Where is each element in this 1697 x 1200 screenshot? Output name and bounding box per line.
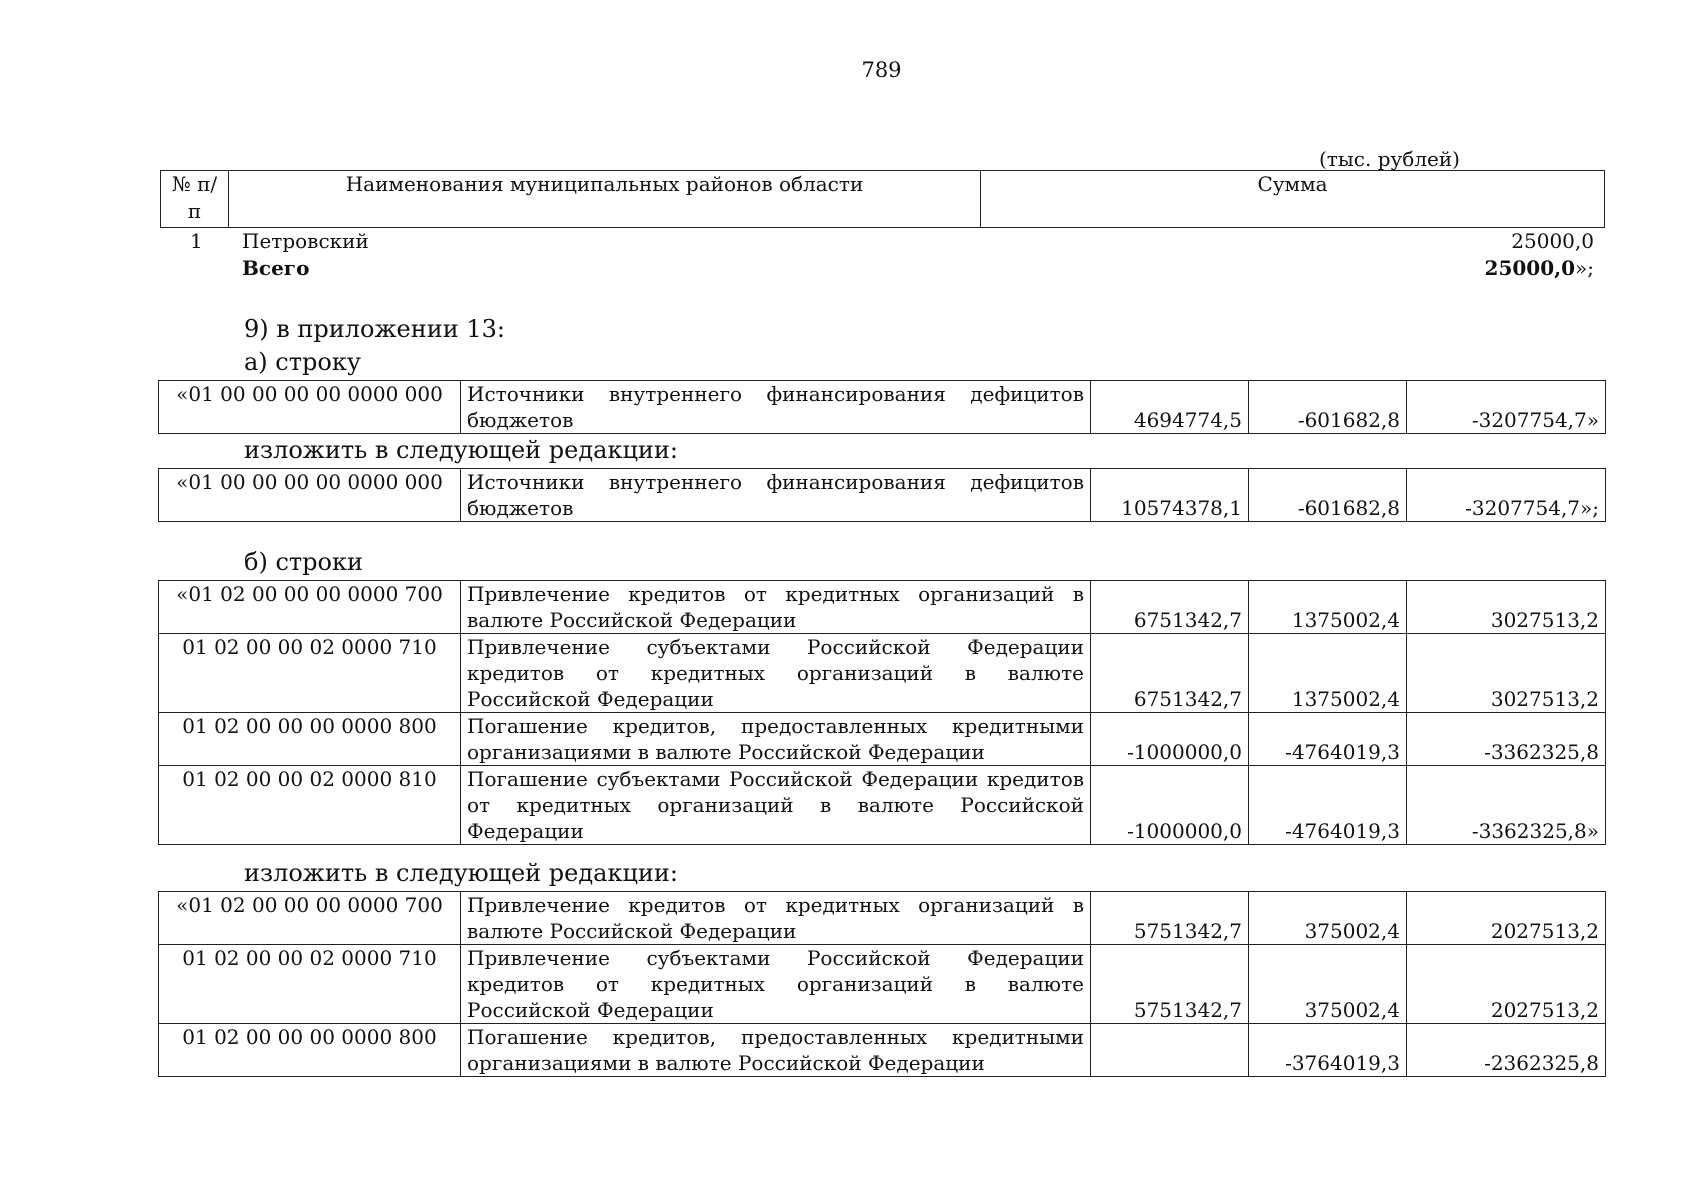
district-row-sum: 25000,0 bbox=[1511, 229, 1594, 253]
table-row bbox=[159, 581, 1606, 634]
value-2: -3764019,3 bbox=[1249, 1024, 1407, 1077]
value-2: -601682,8 bbox=[1249, 381, 1407, 434]
value-1: -1000000,0 bbox=[1091, 713, 1249, 766]
budget-code: 01 02 00 00 00 0000 800 bbox=[159, 713, 461, 766]
row-description: Привлечение кредитов от кредитных организаций в валюте Российской Федерации bbox=[461, 892, 1091, 945]
value-2: 375002,4 bbox=[1249, 892, 1407, 945]
row-description: Источники внутреннего финансирования дефицитов бюджетов bbox=[461, 381, 1091, 434]
table-row bbox=[159, 634, 1606, 713]
part-b-label: б) строки bbox=[244, 548, 363, 576]
budget-code: 01 02 00 00 02 0000 710 bbox=[159, 634, 461, 713]
districts-table-header bbox=[160, 170, 1605, 228]
row-description: Погашение кредитов, предоставленных кредитными организациями в валюте Российской Федерации bbox=[461, 1024, 1091, 1077]
part-b-new-table bbox=[158, 891, 1606, 1077]
value-1: 5751342,7 bbox=[1091, 892, 1249, 945]
district-row-num: 1 bbox=[190, 229, 203, 253]
budget-code: «01 02 00 00 00 0000 700 bbox=[159, 892, 461, 945]
value-3: -3362325,8» bbox=[1407, 766, 1606, 845]
value-2: 375002,4 bbox=[1249, 945, 1407, 1024]
table-row bbox=[159, 1024, 1606, 1077]
table-row bbox=[159, 713, 1606, 766]
value-2: -4764019,3 bbox=[1249, 713, 1407, 766]
value-1: 6751342,7 bbox=[1091, 581, 1249, 634]
part-b-old-table bbox=[158, 580, 1606, 845]
budget-code: 01 02 00 00 02 0000 810 bbox=[159, 766, 461, 845]
budget-code: «01 02 00 00 00 0000 700 bbox=[159, 581, 461, 634]
total-sum bbox=[1485, 256, 1594, 280]
value-1: 10574378,1 bbox=[1091, 469, 1249, 522]
value-1: 4694774,5 bbox=[1091, 381, 1249, 434]
value-2: 1375002,4 bbox=[1249, 581, 1407, 634]
page-number: 789 bbox=[861, 58, 902, 82]
units-label: (тыс. рублей) bbox=[1319, 147, 1460, 171]
row-description: Привлечение субъектами Российской Федерации кредитов от кредитных организаций в валюте Российской Федерации bbox=[461, 634, 1091, 713]
part-a-old-table bbox=[158, 380, 1606, 434]
value-1: 5751342,7 bbox=[1091, 945, 1249, 1024]
section-title: 9) в приложении 13: bbox=[244, 315, 505, 343]
value-3: 3027513,2 bbox=[1407, 581, 1606, 634]
value-1: 6751342,7 bbox=[1091, 634, 1249, 713]
total-sum-suffix: »; bbox=[1575, 256, 1594, 280]
part-a-label: а) строку bbox=[244, 348, 361, 376]
budget-code: «01 00 00 00 00 0000 000 bbox=[159, 469, 461, 522]
value-3: -2362325,8 bbox=[1407, 1024, 1606, 1077]
row-description: Привлечение кредитов от кредитных организаций в валюте Российской Федерации bbox=[461, 581, 1091, 634]
budget-code: «01 00 00 00 00 0000 000 bbox=[159, 381, 461, 434]
row-description: Погашение кредитов, предоставленных кредитными организациями в валюте Российской Федерации bbox=[461, 713, 1091, 766]
row-description: Погашение субъектами Российской Федерации кредитов от кредитных организаций в валюте Российской Федерации bbox=[461, 766, 1091, 845]
header-name: Наименования муниципальных районов области bbox=[229, 171, 981, 228]
budget-code: 01 02 00 00 02 0000 710 bbox=[159, 945, 461, 1024]
value-3: 2027513,2 bbox=[1407, 945, 1606, 1024]
row-description: Привлечение субъектами Российской Федерации кредитов от кредитных организаций в валюте Российской Федерации bbox=[461, 945, 1091, 1024]
value-1: -1000000,0 bbox=[1091, 766, 1249, 845]
value-3: 3027513,2 bbox=[1407, 634, 1606, 713]
header-sum: Сумма bbox=[981, 171, 1605, 228]
value-2: -4764019,3 bbox=[1249, 766, 1407, 845]
budget-code: 01 02 00 00 00 0000 800 bbox=[159, 1024, 461, 1077]
value-2: 1375002,4 bbox=[1249, 634, 1407, 713]
table-row bbox=[159, 469, 1606, 522]
edit-label-b: изложить в следующей редакции: bbox=[244, 859, 678, 887]
header-num: № п/п bbox=[161, 171, 229, 228]
row-description: Источники внутреннего финансирования дефицитов бюджетов bbox=[461, 469, 1091, 522]
value-3: -3207754,7» bbox=[1407, 381, 1606, 434]
table-row bbox=[159, 381, 1606, 434]
table-row bbox=[159, 892, 1606, 945]
value-3: -3207754,7»; bbox=[1407, 469, 1606, 522]
value-3: -3362325,8 bbox=[1407, 713, 1606, 766]
table-row bbox=[159, 945, 1606, 1024]
edit-label-a: изложить в следующей редакции: bbox=[244, 436, 678, 464]
total-label: Всего bbox=[242, 256, 310, 280]
table-row bbox=[159, 766, 1606, 845]
district-row-name: Петровский bbox=[242, 229, 369, 253]
total-sum-value: 25000,0 bbox=[1484, 256, 1576, 280]
value-1 bbox=[1091, 1024, 1249, 1077]
part-a-new-table bbox=[158, 468, 1606, 522]
value-2: -601682,8 bbox=[1249, 469, 1407, 522]
value-3: 2027513,2 bbox=[1407, 892, 1606, 945]
